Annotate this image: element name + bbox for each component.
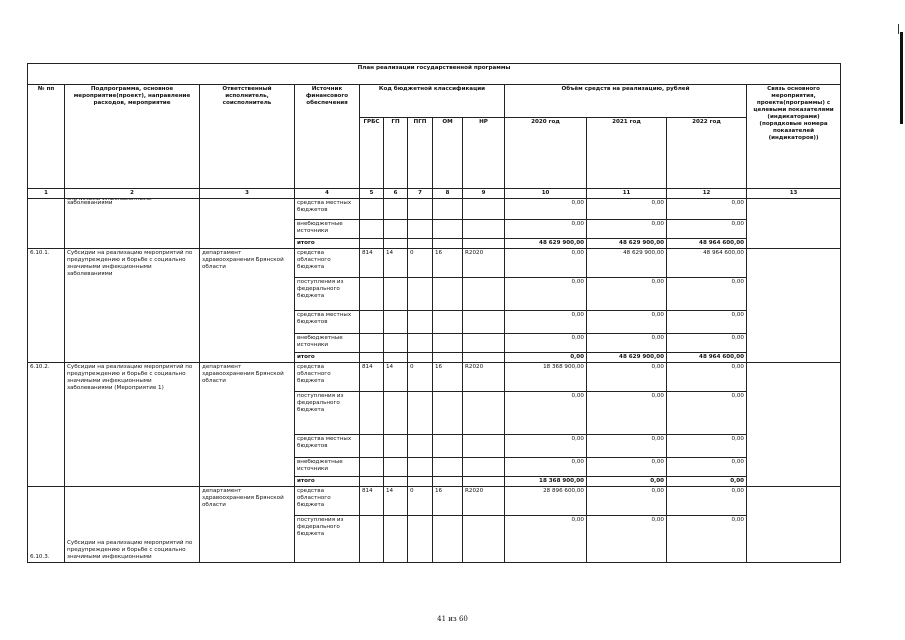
col-num-7: 7: [408, 189, 433, 199]
value-2020: 18 368 900,00: [505, 476, 587, 486]
table-row: [28, 486, 841, 515]
table-caption: План реализации государственной программы: [28, 64, 841, 85]
header-om: ОМ: [433, 118, 463, 189]
code-om: 16: [433, 248, 463, 277]
value-2021: 0,00: [587, 310, 667, 333]
col-num-3: 3: [200, 189, 295, 199]
value-2022: 0,00: [667, 457, 747, 476]
header-pgp: ПГП: [408, 118, 433, 189]
header-name: Подпрограмма, основное мероприятие(проект), направление расходов, мероприятие: [65, 85, 200, 189]
header-link: Связь основного мероприятия, проекта(программы) с целевыми показателями (индикаторами) (порядковые номера показателей (индикаторов)): [747, 85, 841, 189]
item-responsible: департамент здравоохранения Брянской области: [200, 248, 295, 362]
value-2020: 0,00: [505, 310, 587, 333]
header-volume: Объём средств на реализацию, рублей: [505, 85, 747, 118]
table-row: [28, 248, 841, 277]
source-cell: внебюджетные источники: [295, 333, 360, 352]
item-number: 6.10.2.: [28, 362, 65, 486]
code-gp: 14: [384, 248, 408, 277]
item-name: Субсидии на реализацию мероприятий по предупреждению и борьбе с социально значимыми инфекционными заболеваниями (Мероприятие 1): [65, 362, 200, 486]
code-om: 16: [433, 486, 463, 515]
plan-table: [27, 63, 841, 563]
value-2021: 0,00: [587, 486, 667, 515]
col-num-8: 8: [433, 189, 463, 199]
header-grbs: ГРБС: [360, 118, 384, 189]
value-2020: 0,00: [505, 457, 587, 476]
col-num-4: 4: [295, 189, 360, 199]
caption-row: [28, 64, 841, 85]
value-2020: 0,00: [505, 277, 587, 310]
value-2021: 0,00: [587, 434, 667, 457]
plan-sheet: [27, 63, 840, 563]
value-2022: 0,00: [667, 198, 747, 219]
value-2021: 0,00: [587, 362, 667, 391]
scan-edge-bar: [900, 32, 903, 124]
cont-num-cell: [28, 198, 65, 248]
code-gp: 14: [384, 486, 408, 515]
header-num: № пп: [28, 85, 65, 189]
code-om: 16: [433, 362, 463, 391]
item-name: Субсидии на реализацию мероприятий по предупреждению и борьбе с социально значимыми инфекционными заболеваниями: [65, 248, 200, 362]
value-2021: 0,00: [587, 277, 667, 310]
col-num-9: 9: [463, 189, 505, 199]
code-np: R2020: [463, 362, 505, 391]
scan-edge-mark: [898, 24, 899, 34]
header-source: Источник финансового обеспечения: [295, 85, 360, 189]
value-2021: 0,00: [587, 515, 667, 562]
header-2022: 2022 год: [667, 118, 747, 189]
header-kbk: Код бюджетной классификации: [360, 85, 505, 118]
source-cell: средства местных бюджетов: [295, 310, 360, 333]
link-cell: [747, 198, 841, 248]
header-resp: Ответственный исполнитель, соисполнитель: [200, 85, 295, 189]
value-2020: 0,00: [505, 515, 587, 562]
value-2020: 48 629 900,00: [505, 238, 587, 248]
link-cell: [747, 248, 841, 362]
value-2022: 0,00: [667, 333, 747, 352]
header-gp: ГП: [384, 118, 408, 189]
item-number: 6.10.1.: [28, 248, 65, 362]
code-np: R2020: [463, 248, 505, 277]
source-cell: внебюджетные источники: [295, 219, 360, 238]
item-responsible: департамент здравоохранения Брянской области: [200, 362, 295, 486]
header-2020: 2020 год: [505, 118, 587, 189]
value-2022: 0,00: [667, 515, 747, 562]
value-2022: 0,00: [667, 476, 747, 486]
source-cell: средства областного бюджета: [295, 362, 360, 391]
col-num-6: 6: [384, 189, 408, 199]
code-gp: 14: [384, 362, 408, 391]
value-2022: 0,00: [667, 277, 747, 310]
header-np: НР: [463, 118, 505, 189]
value-2021: 0,00: [587, 391, 667, 434]
value-2022: 48 964 600,00: [667, 238, 747, 248]
header-2021: 2021 год: [587, 118, 667, 189]
item-number: 6.10.3.: [28, 486, 65, 562]
col-num-11: 11: [587, 189, 667, 199]
value-2021: 48 629 900,00: [587, 248, 667, 277]
value-2022: 0,00: [667, 310, 747, 333]
col-num-1: 1: [28, 189, 65, 199]
table-row: [28, 362, 841, 391]
code-grbs: 814: [360, 248, 384, 277]
code-np: R2020: [463, 486, 505, 515]
value-2022: 48 964 600,00: [667, 352, 747, 362]
code-grbs: 814: [360, 486, 384, 515]
value-2020: 0,00: [505, 198, 587, 219]
page-number: 41 из 60: [437, 615, 468, 623]
item-responsible: департамент здравоохранения Брянской области: [200, 486, 295, 562]
value-2022: 0,00: [667, 362, 747, 391]
value-2021: 48 629 900,00: [587, 238, 667, 248]
source-cell: итого: [295, 238, 360, 248]
source-cell: средства областного бюджета: [295, 248, 360, 277]
link-cell: [747, 486, 841, 562]
value-2021: 0,00: [587, 333, 667, 352]
value-2020: 0,00: [505, 219, 587, 238]
value-2020: 0,00: [505, 248, 587, 277]
source-cell: средства местных бюджетов: [295, 198, 360, 219]
value-2020: 0,00: [505, 434, 587, 457]
code-pgp: 0: [408, 362, 433, 391]
value-2022: 0,00: [667, 486, 747, 515]
cont-name: заболеваниями: [67, 199, 113, 206]
value-2021: 0,00: [587, 198, 667, 219]
source-cell: поступления из федерального бюджета: [295, 515, 360, 562]
value-2020: 28 896 600,00: [505, 486, 587, 515]
value-2020: 0,00: [505, 391, 587, 434]
source-cell: итого: [295, 476, 360, 486]
value-2022: 0,00: [667, 434, 747, 457]
col-num-13: 13: [747, 189, 841, 199]
value-2020: 0,00: [505, 352, 587, 362]
value-2022: 0,00: [667, 219, 747, 238]
value-2020: 0,00: [505, 333, 587, 352]
value-2022: 0,00: [667, 391, 747, 434]
value-2021: 0,00: [587, 219, 667, 238]
col-num-10: 10: [505, 189, 587, 199]
column-numbers-row: [28, 189, 841, 199]
code-grbs: 814: [360, 362, 384, 391]
table-row: [28, 198, 841, 219]
col-num-12: 12: [667, 189, 747, 199]
source-cell: внебюджетные источники: [295, 457, 360, 476]
value-2021: 0,00: [587, 476, 667, 486]
header-row-1: [28, 85, 841, 118]
cont-name-cell: [65, 198, 200, 248]
source-cell: средства областного бюджета: [295, 486, 360, 515]
source-cell: средства местных бюджетов: [295, 434, 360, 457]
col-num-2: 2: [65, 189, 200, 199]
source-cell: поступления из федерального бюджета: [295, 391, 360, 434]
value-2021: 0,00: [587, 457, 667, 476]
code-pgp: 0: [408, 248, 433, 277]
value-2020: 18 368 900,00: [505, 362, 587, 391]
source-cell: поступления из федерального бюджета: [295, 277, 360, 310]
cont-resp-cell: [200, 198, 295, 248]
col-num-5: 5: [360, 189, 384, 199]
value-2022: 48 964 600,00: [667, 248, 747, 277]
value-2021: 48 629 900,00: [587, 352, 667, 362]
item-name: Субсидии на реализацию мероприятий по предупреждению и борьбе с социально значимыми инфекционными: [65, 486, 200, 562]
source-cell: итого: [295, 352, 360, 362]
link-cell: [747, 362, 841, 486]
code-pgp: 0: [408, 486, 433, 515]
